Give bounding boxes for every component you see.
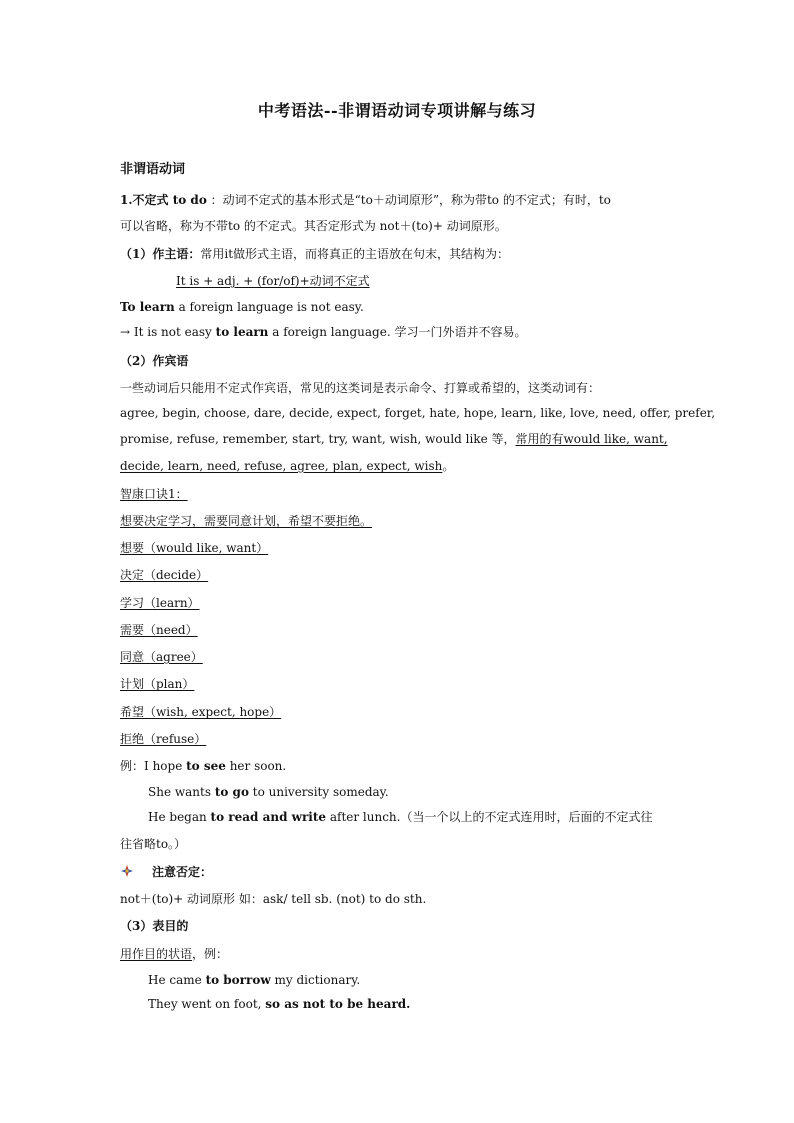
sub1-text: 常用it做形式主语，而将真正的主语放在句末，其结构为： [200, 247, 510, 261]
sub1-ex2-rest: a foreign language. 学习一门外语并不容易。 [268, 325, 527, 339]
verb-item: 想要（would like, want） [120, 541, 269, 555]
note-text: not＋(to)+ 动词原形 如：ask/ tell sb. (not) to do sth. [120, 892, 427, 906]
sub1-example1 [120, 299, 364, 315]
example-label: 例： [120, 759, 145, 773]
sub2-p3 [120, 431, 668, 447]
item1-line1 [120, 192, 611, 208]
sub2-p3-plain: promise, refuse, remember, start, try, want, wish, would like 等， [120, 432, 516, 446]
verb-item: 决定（decide） [120, 568, 209, 582]
sub2-label: （2）作宾语 [120, 354, 189, 368]
sub1-ex1-bold: To learn [120, 300, 175, 314]
sub3-ex1-bold: to borrow [205, 973, 271, 987]
sub1-label: （1）作主语： [120, 247, 201, 261]
sub3-usage-rest: ，例： [192, 947, 229, 961]
sub2-example2 [148, 784, 389, 800]
sub2-p4-underline: decide, learn, need, refuse, agree, plan, expect, wish [120, 459, 443, 473]
sub3-ex1-rest: my dictionary. [270, 973, 361, 987]
sub1-ex2-pre: → It is not easy [120, 325, 216, 339]
sub2-ex2-pre: She wants [148, 785, 215, 799]
verb-item: 计划（plan） [120, 677, 195, 691]
sub2-p3-underline: 常用的有would like, want, [515, 432, 668, 446]
verb-item: 拒绝（refuse） [120, 732, 207, 746]
section-heading: 非谓语动词 [120, 162, 186, 177]
sub1-ex1-rest: a foreign language is not easy. [174, 300, 364, 314]
verb-item: 需要（need） [120, 623, 198, 637]
sub2-ex2-rest: to university someday. [248, 785, 389, 799]
sub2-ex3-rest: after lunch.（当一个以上的不定式连用时，后面的不定式往 [326, 810, 653, 824]
sub1-line [120, 246, 509, 262]
sub2-example1 [120, 758, 286, 774]
page-title: 中考语法--非谓语动词专项讲解与练习 [257, 101, 537, 120]
item1-text-a: ：动词不定式的基本形式是“to＋动词原形”，称为带to 的不定式；有时，to [210, 193, 611, 207]
sub3-example1 [148, 972, 360, 988]
sub2-ex1-bold: to see [186, 759, 226, 773]
sub2-p1: 一些动词后只能用不定式作宾语，常见的这类词是表示命令、打算或希望的，这类动词有： [120, 381, 601, 395]
sub1-example2 [120, 324, 526, 340]
verb-item: 同意（agree） [120, 650, 203, 664]
sub2-p4-end: 。 [442, 459, 455, 473]
sub3-ex1-pre: He came [148, 973, 206, 987]
sub2-ex1-rest: her soon. [225, 759, 287, 773]
sub2-ex3-bold: to read and write [210, 810, 327, 824]
sub2-ex1-pre: I hope [144, 759, 187, 773]
note-label: 注意否定： [152, 865, 213, 879]
sub3-ex2-pre: They went on foot, [148, 997, 266, 1011]
sub1-ex2-bold: to learn [215, 325, 269, 339]
sub2-example3 [148, 809, 652, 825]
verb-item: 希望（wish, expect, hope） [120, 705, 282, 719]
sub2-p2: agree, begin, choose, dare, decide, expect, forget, hate, hope, learn, like, love, need, offer, prefer, [120, 406, 716, 420]
item1-text-b: 可以省略，称为不带to 的不定式。其否定形式为 not＋(to)+ 动词原形。 [120, 219, 507, 233]
sub2-ex3-pre: He began [148, 810, 211, 824]
note-line [120, 864, 212, 880]
mnemonic: 想要决定学习，需要同意计划，希望不要拒绝。 [120, 514, 373, 528]
sub3-usage [120, 946, 228, 962]
sub2-ex2-bold: to go [214, 785, 249, 799]
mnemonic-title: 智康口诀1： [120, 487, 188, 501]
sub3-example2 [148, 996, 410, 1012]
sub3-usage-underline: 用作目的状语 [120, 947, 193, 961]
verb-item: 学习（learn） [120, 596, 200, 610]
item1-label: 1.不定式 to do [120, 193, 207, 207]
sub3-label: （3）表目的 [120, 919, 189, 933]
four-color-bullet-icon [120, 864, 134, 878]
sub2-p4 [120, 458, 454, 474]
sub1-structure: It is + adj. + (for/of)+动词不定式 [176, 274, 370, 288]
sub3-ex2-bold: so as not to be heard. [265, 997, 411, 1011]
sub2-ex3-cont: 往省略to。） [120, 837, 187, 851]
